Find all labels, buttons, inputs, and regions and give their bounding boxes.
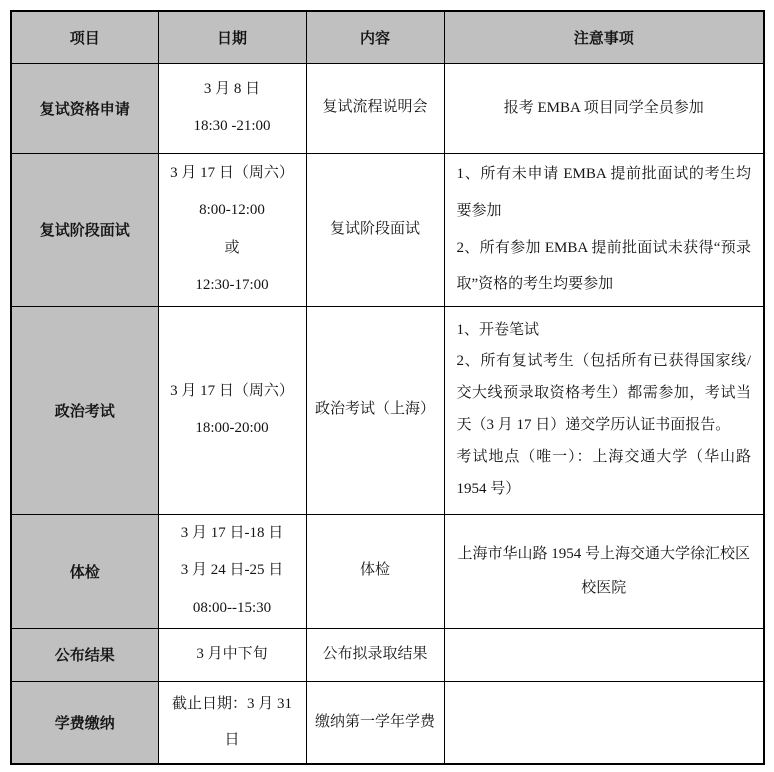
table-row	[11, 306, 764, 514]
cell-line: 1、所有未申请 EMBA 提前批面试的考生均要参加	[456, 166, 751, 219]
content-cell	[306, 153, 444, 306]
cell-line: 3 月 17 日（周六）	[170, 164, 294, 181]
item-cell: 政治考试	[11, 306, 158, 514]
cell-line: 18:00-20:00	[195, 420, 269, 436]
cell-line: 或	[224, 239, 240, 256]
table-row	[11, 153, 764, 306]
item-cell: 复试阶段面试	[11, 153, 158, 306]
content-cell	[306, 63, 444, 153]
notes-cell	[444, 628, 764, 681]
cell-line: 08:00--15:30	[192, 599, 272, 616]
table-row	[11, 514, 764, 628]
cell-line: 3 月中下旬	[196, 645, 268, 662]
column-header-3: 内容	[306, 11, 444, 63]
cell-line: 2、所有参加 EMBA 提前批面试未获得“预录取”资格的考生均要参加	[456, 239, 751, 293]
cell-line: 3 月 17 日（周六）	[170, 382, 294, 399]
cell-line: 8:00-12:00	[199, 202, 265, 218]
date-cell	[158, 681, 306, 764]
cell-line: 报考 EMBA 项目同学全员参加	[503, 99, 704, 116]
item-cell: 体检	[11, 514, 158, 628]
item-cell: 公布结果	[11, 628, 158, 681]
cell-line: 1、开卷笔试	[456, 321, 540, 338]
cell-line: 公布拟录取结果	[322, 645, 428, 662]
date-cell	[158, 628, 306, 681]
cell-line: 政治考试（上海）	[314, 401, 435, 418]
content-cell	[306, 628, 444, 681]
date-cell	[158, 63, 306, 153]
cell-line: 2、所有复试考生（包括所有已获得国家线/交大线预录取资格考生）都需参加，考试当天（3 月 17 日）递交学历认证书面报告。	[456, 353, 751, 433]
cell-line: 3 月 24 日-25 日	[180, 562, 284, 579]
table-row	[11, 681, 764, 764]
header-row	[11, 11, 764, 63]
cell-line: 考试地点（唯一）：上海交通大学（华山路 1954 号）	[456, 448, 751, 497]
date-cell	[158, 306, 306, 514]
cell-line: 缴纳第一学年学费	[314, 713, 435, 730]
cell-line: 3 月 8 日	[203, 80, 261, 97]
column-header-4: 注意事项	[444, 11, 764, 63]
column-header-2: 日期	[158, 11, 306, 63]
date-cell	[158, 514, 306, 628]
item-cell: 学费缴纳	[11, 681, 158, 764]
date-cell	[158, 153, 306, 306]
cell-line: 上海市华山路 1954 号上海交通大学徐汇校区校医院	[457, 545, 750, 596]
cell-line: 复试阶段面试	[329, 220, 420, 237]
content-cell	[306, 514, 444, 628]
cell-line: 3 月 17 日-18 日	[180, 524, 284, 541]
cell-line: 体检	[359, 562, 390, 579]
table-row	[11, 63, 764, 153]
notes-cell	[444, 306, 764, 514]
content-cell	[306, 681, 444, 764]
notes-cell	[444, 514, 764, 628]
cell-line: 12:30-17:00	[195, 277, 269, 293]
item-cell: 复试资格申请	[11, 63, 158, 153]
cell-line: 18:30 -21:00	[193, 118, 271, 134]
cell-line: 复试流程说明会	[322, 99, 428, 116]
notes-cell	[444, 63, 764, 153]
notes-cell	[444, 681, 764, 764]
table-row	[11, 628, 764, 681]
content-cell	[306, 306, 444, 514]
notes-cell	[444, 153, 764, 306]
column-header-1: 项目	[11, 11, 158, 63]
cell-line: 截止日期：3 月 31 日	[171, 696, 292, 749]
schedule-table	[10, 10, 765, 765]
